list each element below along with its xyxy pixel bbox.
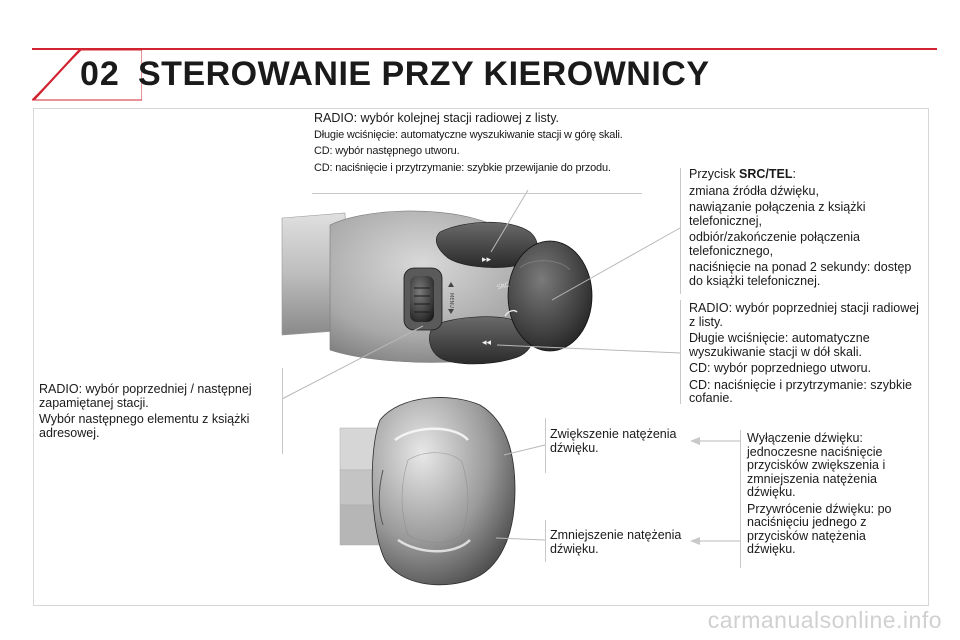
upper-control-group	[282, 211, 592, 364]
callout-thumbwheel	[39, 383, 271, 443]
callout-next-line4: CD: naciśnięcie i przytrzymanie: szybkie przewijanie do przodu.	[314, 161, 611, 174]
callout-prev-line2: Długie wciśnięcie: automatyczne wyszukiwanie stacji w dół skali.	[689, 331, 870, 359]
svg-text:▸▸: ▸▸	[482, 255, 492, 265]
separator-mute	[740, 430, 741, 568]
callout-wheel-line1: RADIO: wybór poprzedniej / następnej zapamiętanej stacji.	[39, 382, 252, 410]
callout-src-heading: Przycisk SRC/TEL:	[689, 167, 796, 181]
callout-prev-line4: CD: naciśnięcie i przytrzymanie: szybkie cofanie.	[689, 377, 912, 405]
callout-next-station	[314, 112, 644, 178]
callout-src-line1: zmiana źródła dźwięku,	[689, 183, 819, 198]
callout-wheel-line2: Wybór następnego elementu z książki adresowej.	[39, 412, 250, 440]
src-tel-button-name: SRC/TEL	[739, 167, 793, 181]
callout-prev-line1: RADIO: wybór poprzedniej stacji radiowej z listy.	[689, 301, 919, 329]
callout-src-tel	[689, 168, 923, 291]
callout-src-line4: naciśnięcie na ponad 2 sekundy: dostęp do książki telefonicznej.	[689, 260, 912, 288]
separator-wheel	[282, 368, 283, 454]
callout-prev-station	[689, 302, 923, 409]
svg-text:◂◂: ◂◂	[482, 338, 492, 348]
callout-mute	[747, 432, 897, 560]
callout-next-line1: RADIO: wybór kolejnej stacji radiowej z listy.	[314, 111, 559, 125]
separator-src	[680, 168, 681, 294]
callout-vol-up-text: Zwiększenie natężenia dźwięku.	[550, 427, 677, 455]
svg-text:MENU: MENU	[448, 293, 454, 308]
callout-prev-line3: CD: wybór poprzedniego utworu.	[689, 361, 872, 375]
callout-src-line2: nawiązanie połączenia z książki telefonicznej,	[689, 200, 866, 228]
callout-volume-up	[550, 428, 690, 458]
chapter-number: 02	[80, 55, 120, 93]
separator-vol-down	[545, 520, 546, 562]
page-title: STEROWANIE PRZY KIEROWNICY	[138, 55, 710, 93]
separator-top	[312, 193, 642, 194]
callout-volume-down	[550, 529, 690, 559]
lower-control-group	[340, 397, 515, 584]
callout-next-line2: Długie wciśnięcie: automatyczne wyszukiwanie stacji w górę skali.	[314, 128, 623, 141]
separator-vol-up	[545, 418, 546, 473]
watermark: carmanualsonline.info	[707, 607, 942, 633]
callout-mute-line1: Wyłączenie dźwięku: jednoczesne naciśnięcie przycisków zwiększenia i zmniejszenia natężenia dźwięku.	[747, 431, 886, 499]
svg-text:SRC: SRC	[496, 281, 510, 292]
callout-next-line3: CD: wybór następnego utworu.	[314, 145, 460, 157]
callout-src-line3: odbiór/zakończenie połączenia telefonicznego,	[689, 230, 860, 258]
callout-vol-down-text: Zmniejszenie natężenia dźwięku.	[550, 528, 682, 556]
separator-prev	[680, 300, 681, 404]
callout-mute-line2: Przywrócenie dźwięku: po naciśnięciu jednego z przycisków natężenia dźwięku.	[747, 501, 892, 556]
